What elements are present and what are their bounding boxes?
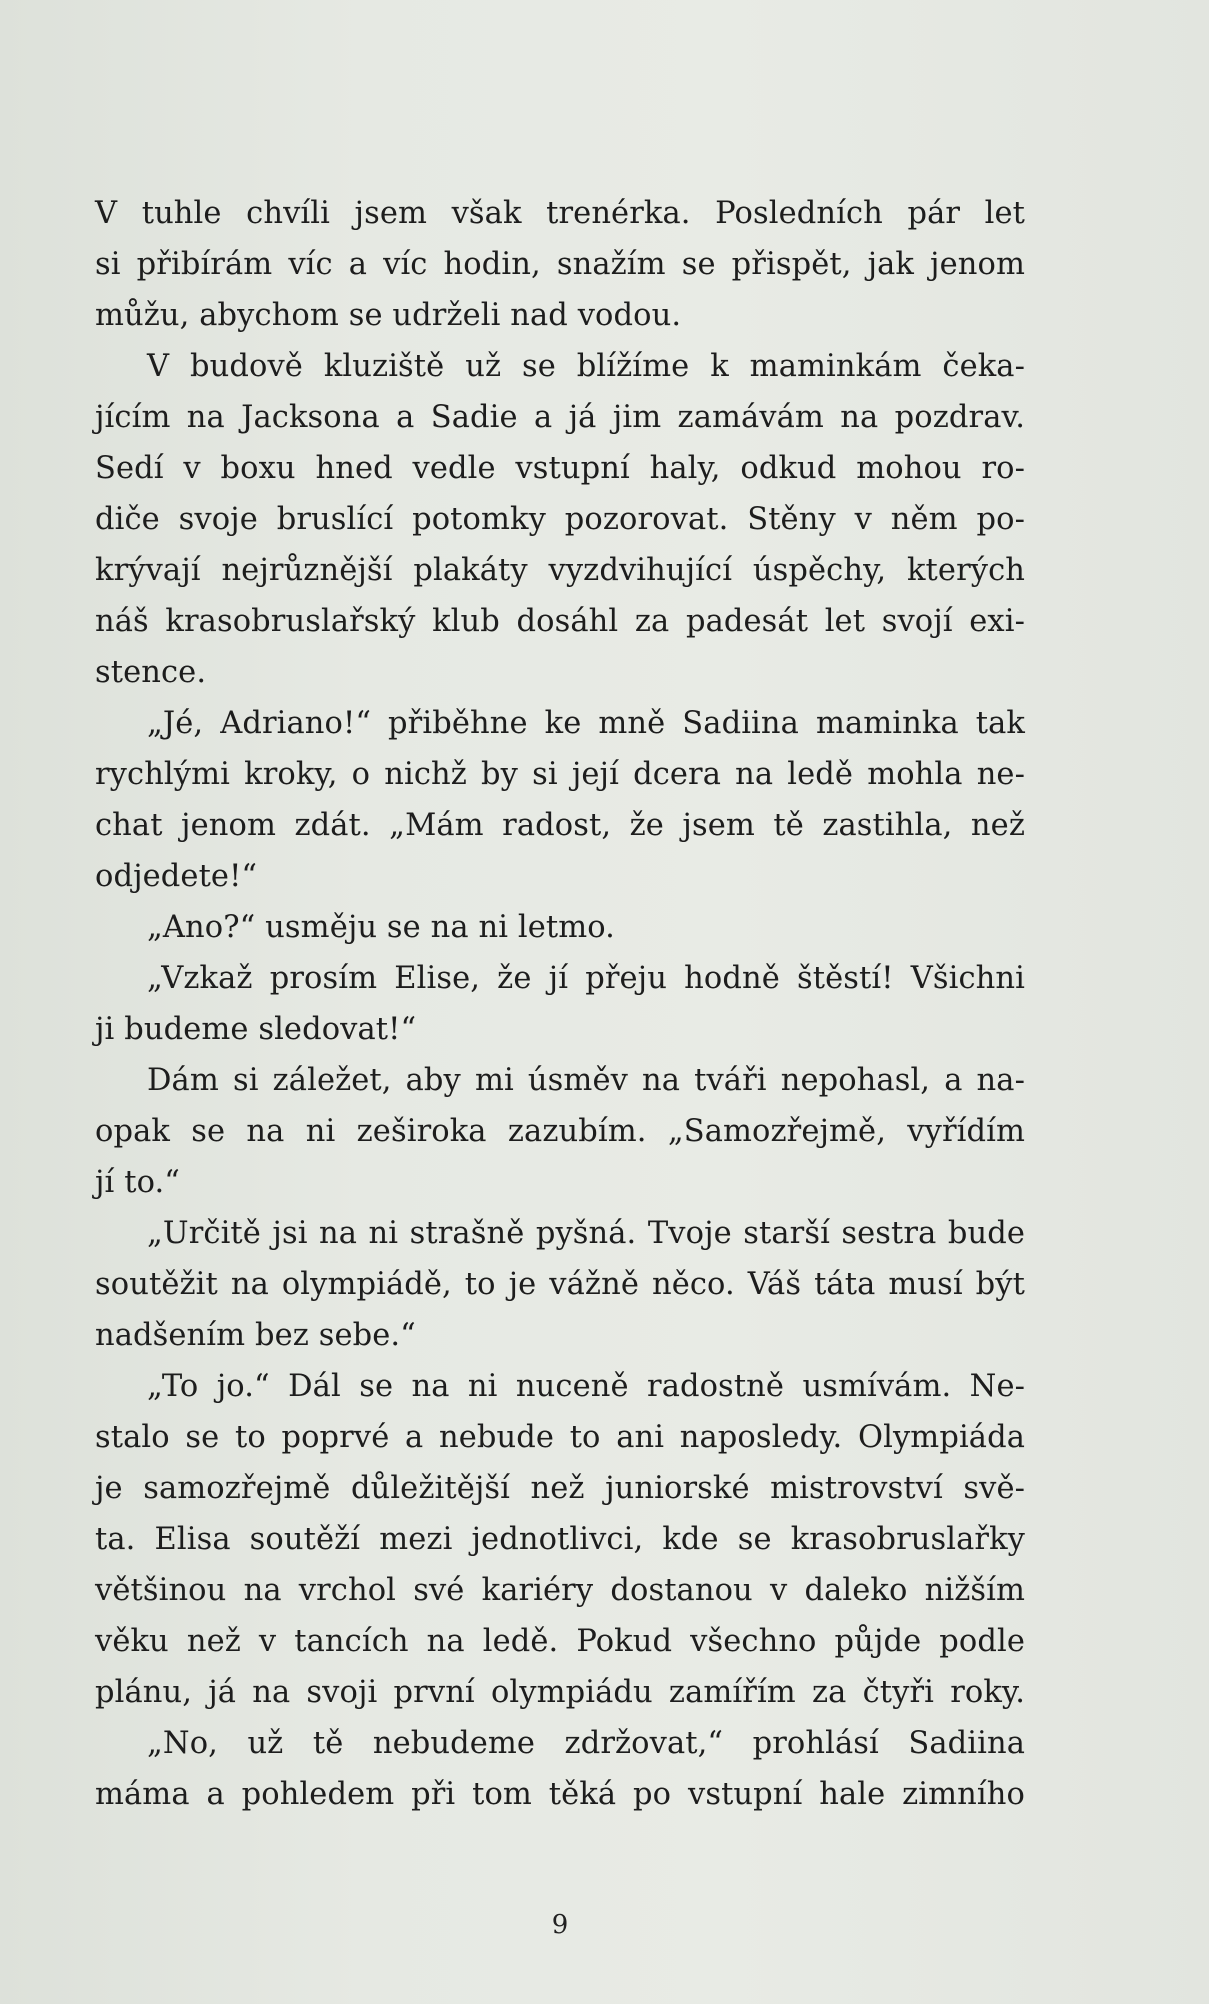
text-line: V tuhle chvíli jsem však trenérka. Posledních pár let [95, 196, 1025, 231]
text-line: je samozřejmě důležitější než juniorské mistrovství svě- [95, 1471, 1025, 1506]
text-line: „Vzkaž prosím Elise, že jí přeju hodně štěstí! Všichni [147, 961, 1025, 996]
page-number: 9 [551, 1910, 569, 1940]
text-line: stalo se to poprvé a nebude to ani naposledy. Olympiáda [95, 1420, 1025, 1455]
text-line: plánu, já na svoji první olympiádu zamířím za čtyři roky. [95, 1675, 1025, 1710]
text-line: soutěžit na olympiádě, to je vážně něco. Váš táta musí být [95, 1267, 1025, 1302]
text-line: rychlými kroky, o nichž by si její dcera na ledě mohla ne- [95, 757, 1025, 792]
text-line: chat jenom zdát. „Mám radost, že jsem tě zastihla, než [95, 808, 1025, 843]
text-line: V budově kluziště už se blížíme k maminkám čeka- [147, 349, 1025, 384]
text-line: jícím na Jacksona a Sadie a já jim zamávám na pozdrav. [95, 400, 1025, 435]
text-line: věku než v tancích na ledě. Pokud všechno půjde podle [95, 1624, 1025, 1659]
text-line: „No, už tě nebudeme zdržovat,“ prohlásí Sadiina [147, 1726, 1025, 1761]
text-line: náš krasobruslařský klub dosáhl za padesát let svojí exi- [95, 604, 1025, 639]
text-line: jí to.“ [95, 1165, 180, 1200]
text-line: diče svoje bruslící potomky pozorovat. Stěny v něm po- [95, 502, 1025, 537]
text-line: opak se na ni zeširoka zazubím. „Samozřejmě, vyřídím [95, 1114, 1025, 1149]
text-line: stence. [95, 655, 207, 690]
body-text [95, 188, 1025, 1820]
text-line: nadšením bez sebe.“ [95, 1318, 416, 1353]
text-line: „Ano?“ usměju se na ni letmo. [147, 910, 615, 945]
text-line: „Určitě jsi na ni strašně pyšná. Tvoje starší sestra bude [147, 1216, 1025, 1251]
text-line: krývají nejrůznější plakáty vyzdvihující úspěchy, kterých [95, 553, 1025, 588]
text-line: odjedete!“ [95, 859, 258, 894]
text-line: „To jo.“ Dál se na ni nuceně radostně usmívám. Ne- [147, 1369, 1025, 1404]
text-line: většinou na vrchol své kariéry dostanou v daleko nižším [95, 1573, 1025, 1608]
text-line: Sedí v boxu hned vedle vstupní haly, odkud mohou ro- [95, 451, 1025, 486]
text-line: si přibírám víc a víc hodin, snažím se přispět, jak jenom [95, 247, 1025, 282]
text-line: ji budeme sledovat!“ [95, 1012, 417, 1047]
text-line: můžu, abychom se udrželi nad vodou. [95, 298, 682, 333]
text-line: ta. Elisa soutěží mezi jednotlivci, kde se krasobruslařky [95, 1522, 1025, 1557]
text-line: máma a pohledem při tom těká po vstupní hale zimního [95, 1777, 1025, 1812]
text-line: „Jé, Adriano!“ přiběhne ke mně Sadiina maminka tak [147, 706, 1025, 741]
text-line: Dám si záležet, aby mi úsměv na tváři nepohasl, a na- [147, 1063, 1025, 1098]
